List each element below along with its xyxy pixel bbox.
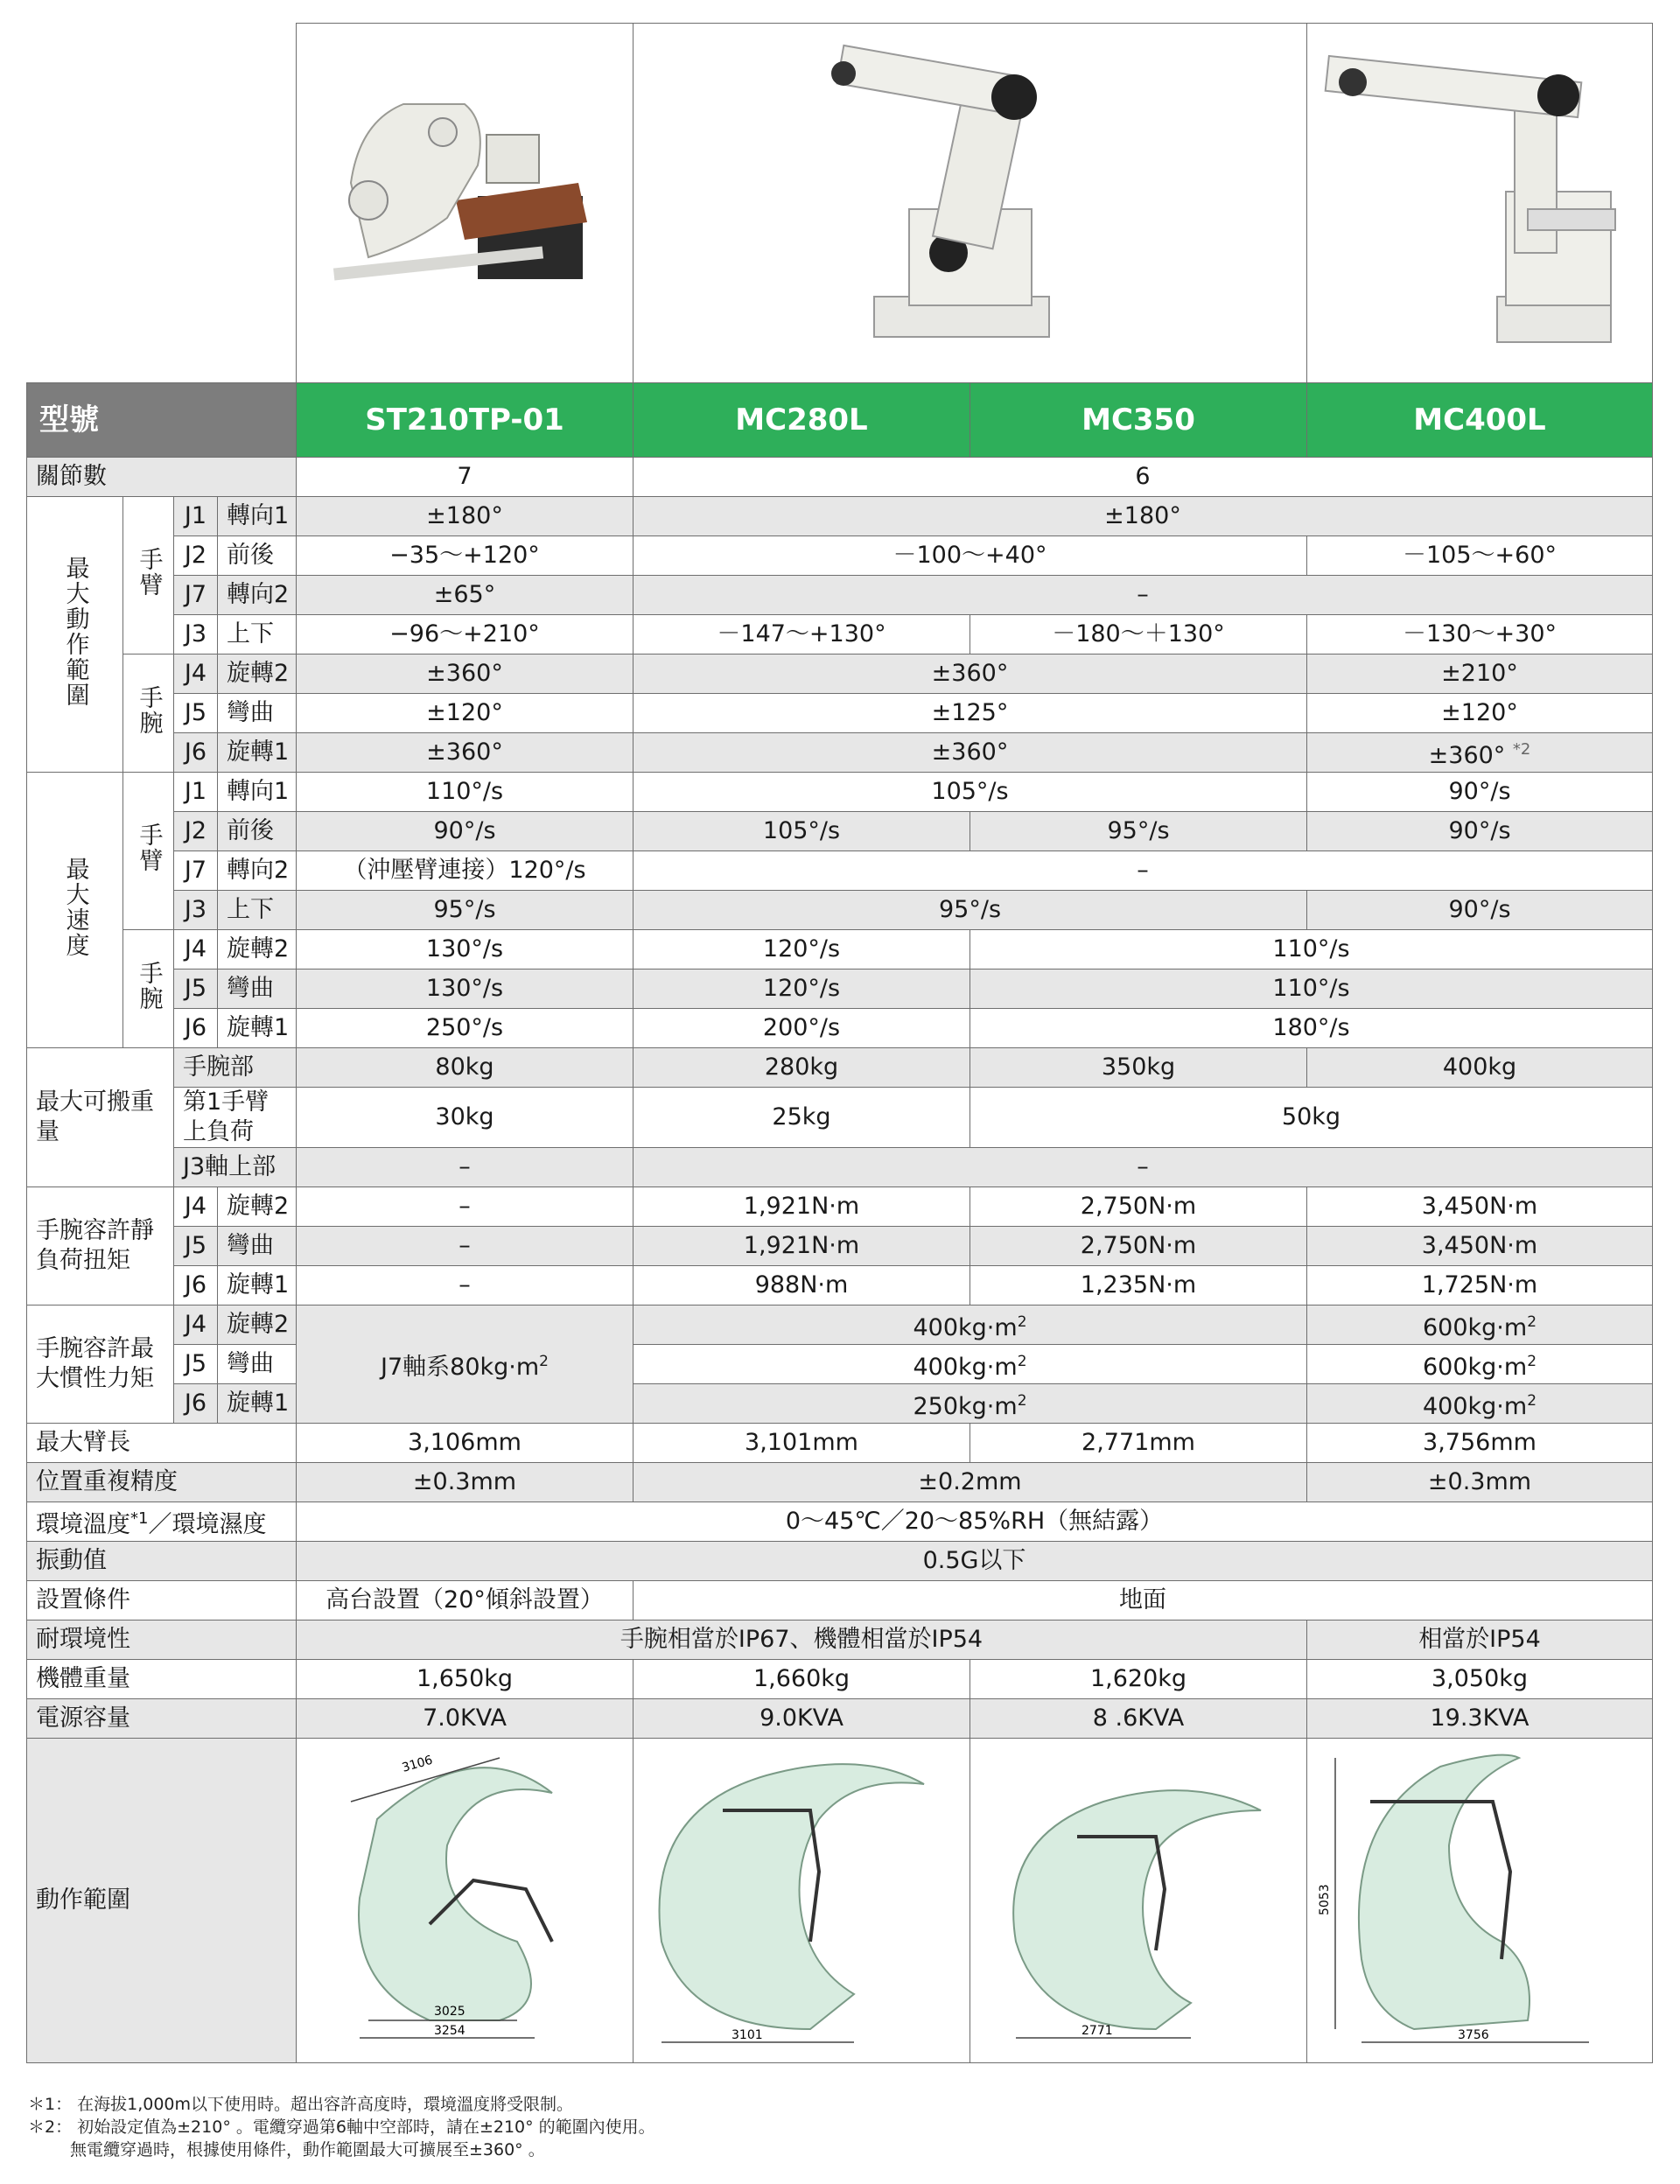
mr-j6-st: ±360°	[297, 733, 634, 773]
axis-j1: J1	[174, 773, 218, 812]
axis-j5: J5	[174, 1227, 218, 1266]
note-ref-1: *1	[130, 1508, 149, 1528]
dim-5053: 5053	[1318, 1883, 1332, 1915]
axis-rot1: 旋轉1	[218, 733, 297, 773]
payload-label: 最大可搬重量	[27, 1048, 174, 1187]
payload-arm1-280: 25kg	[634, 1088, 970, 1148]
model-mc400l: MC400L	[1307, 383, 1653, 458]
axis-rot2: 旋轉2	[218, 654, 297, 694]
mr-j5-st: ±120°	[297, 694, 634, 733]
axis-j4: J4	[174, 1187, 218, 1227]
axis-rot1: 旋轉1	[218, 1266, 297, 1306]
reach-label: 最大臂長	[27, 1424, 297, 1463]
st-j5-st: –	[297, 1227, 634, 1266]
note-ref-2: *2	[1512, 739, 1531, 759]
repeat-400: ±0.3mm	[1307, 1463, 1653, 1502]
axis-j7: J7	[174, 576, 218, 615]
arm-label: 手臂	[123, 497, 174, 654]
power-label: 電源容量	[27, 1699, 297, 1739]
sp-j3-mc: 95°/s	[634, 891, 1307, 930]
power-st: 7.0KVA	[297, 1699, 634, 1739]
payload-arm1-st: 30kg	[297, 1088, 634, 1148]
st-j4-400: 3,450N·m	[1307, 1187, 1653, 1227]
sp-j5-st: 130°/s	[297, 970, 634, 1009]
sp-j3-400: 90°/s	[1307, 891, 1653, 930]
model-st210tp: ST210TP-01	[297, 383, 634, 458]
axis-rot1: 旋轉1	[218, 1384, 297, 1424]
dim-3025: 3025	[434, 2004, 466, 2019]
sp-j5-280: 120°/s	[634, 970, 970, 1009]
payload-wrist-350: 350kg	[970, 1048, 1307, 1088]
sp-j6-st: 250°/s	[297, 1009, 634, 1048]
axis-j5: J5	[174, 694, 218, 733]
axis-turn1: 轉向1	[218, 773, 297, 812]
mr-j4-st: ±360°	[297, 654, 634, 694]
axis-turn2: 轉向2	[218, 851, 297, 891]
sp-j3-st: 95°/s	[297, 891, 634, 930]
robot-mc400l-illustration	[1309, 34, 1650, 367]
joints-label: 關節數	[27, 458, 297, 497]
wrist-label: 手腕	[123, 654, 174, 773]
range-diagram-mc280l	[634, 1739, 970, 2063]
joints-mc: 6	[634, 458, 1653, 497]
install-label: 設置條件	[27, 1581, 297, 1620]
range-diagram-mc400l	[1307, 1739, 1653, 2063]
axis-bend: 彎曲	[218, 1227, 297, 1266]
st-j5-350: 2,750N·m	[970, 1227, 1307, 1266]
model-mc280l: MC280L	[634, 383, 970, 458]
robot-mc280l-illustration	[760, 34, 1180, 367]
repeat-label: 位置重複精度	[27, 1463, 297, 1502]
st-j6-280: 988N·m	[634, 1266, 970, 1306]
inertia-j4-400: $600kg\cdot m^2$	[1307, 1306, 1653, 1345]
max-speed-label: 最大速度	[27, 773, 123, 1048]
env-label: 環境溫度$^{*1}$／環境濕度	[27, 1502, 297, 1542]
sp-j2-400: 90°/s	[1307, 812, 1653, 851]
speed-arm-label: 手臂	[123, 773, 174, 930]
axis-bend: 彎曲	[218, 694, 297, 733]
inertia-st: J7軸系$80kg\cdot m^2$	[297, 1306, 634, 1424]
mr-j2-st: −35～+120°	[297, 536, 634, 576]
payload-arm1-rest: 50kg	[970, 1088, 1653, 1148]
dim-2771: 2771	[1082, 2023, 1113, 2038]
reach-400: 3,756mm	[1307, 1424, 1653, 1463]
weight-280: 1,660kg	[634, 1660, 970, 1699]
model-mc350: MC350	[970, 383, 1307, 458]
mr-j3-280: －147～+130°	[634, 615, 970, 654]
sp-j6-280: 200°/s	[634, 1009, 970, 1048]
st-j5-280: 1,921N·m	[634, 1227, 970, 1266]
mr-j5-400: ±120°	[1307, 694, 1653, 733]
inertia-j6-400: $400kg\cdot m^2$	[1307, 1384, 1653, 1424]
power-280: 9.0KVA	[634, 1699, 970, 1739]
axis-j3: J3	[174, 615, 218, 654]
footnote-1: ＊1： 在海拔1,000m以下使用時。超出容許高度時，環境溫度將受限制。	[28, 2095, 574, 2114]
footnote-2b: 無電纜穿過時，根據使用條件，動作範圍最大可擴展至±360° 。	[70, 2140, 545, 2160]
st-j5-400: 3,450N·m	[1307, 1227, 1653, 1266]
mr-j2-mc: －100～+40°	[634, 536, 1307, 576]
axis-j3: J3	[174, 891, 218, 930]
weight-350: 1,620kg	[970, 1660, 1307, 1699]
mr-j1-st: ±180°	[297, 497, 634, 536]
weight-st: 1,650kg	[297, 1660, 634, 1699]
robot-photo-st210tp	[297, 24, 634, 383]
inertia-j5-mc: $400kg\cdot m^2$	[634, 1345, 1307, 1384]
axis-updown: 上下	[218, 615, 297, 654]
repeat-mc: ±0.2mm	[634, 1463, 1307, 1502]
dim-3106: 3106	[400, 1753, 435, 1775]
payload-j3-st: –	[297, 1148, 634, 1187]
reach-280: 3,101mm	[634, 1424, 970, 1463]
inertia-j4-mc: $400kg\cdot m^2$	[634, 1306, 1307, 1345]
joints-st: 7	[297, 458, 634, 497]
axis-j5: J5	[174, 970, 218, 1009]
axis-j4: J4	[174, 1306, 218, 1345]
payload-j3-mc: –	[634, 1148, 1653, 1187]
axis-j6: J6	[174, 1266, 218, 1306]
sp-j4-280: 120°/s	[634, 930, 970, 970]
mr-j3-350: －180～＋130°	[970, 615, 1307, 654]
resistance-400: 相當於IP54	[1307, 1620, 1653, 1660]
axis-j4: J4	[174, 930, 218, 970]
payload-j3-label: J3軸上部	[174, 1148, 297, 1187]
axis-fwd: 前後	[218, 812, 297, 851]
mr-j7-st: ±65°	[297, 576, 634, 615]
robot-photo-mc280l-mc350	[634, 24, 1307, 383]
mr-j6-mc: ±360°	[634, 733, 1307, 773]
mr-j1-mc: ±180°	[634, 497, 1653, 536]
axis-rot1: 旋轉1	[218, 1009, 297, 1048]
mr-j3-400: －130～+30°	[1307, 615, 1653, 654]
axis-j1: J1	[174, 497, 218, 536]
inertia-j5-400: $600kg\cdot m^2$	[1307, 1345, 1653, 1384]
weight-400: 3,050kg	[1307, 1660, 1653, 1699]
axis-bend: 彎曲	[218, 970, 297, 1009]
axis-j2: J2	[174, 536, 218, 576]
st-j6-st: –	[297, 1266, 634, 1306]
payload-wrist-280: 280kg	[634, 1048, 970, 1088]
weight-label: 機體重量	[27, 1660, 297, 1699]
axis-j7: J7	[174, 851, 218, 891]
axis-rot2: 旋轉2	[218, 930, 297, 970]
axis-j4: J4	[174, 654, 218, 694]
sp-j5-rest: 110°/s	[970, 970, 1653, 1009]
resistance-label: 耐環境性	[27, 1620, 297, 1660]
payload-wrist-label: 手腕部	[174, 1048, 297, 1088]
sp-j2-st: 90°/s	[297, 812, 634, 851]
payload-arm1-label: 第1手臂上負荷	[174, 1088, 297, 1148]
speed-wrist-label: 手腕	[123, 930, 174, 1048]
st-j4-st: –	[297, 1187, 634, 1227]
sp-j7-mc: –	[634, 851, 1653, 891]
robot-st210tp-illustration	[298, 69, 631, 332]
axis-rot2: 旋轉2	[218, 1187, 297, 1227]
axis-j6: J6	[174, 733, 218, 773]
axis-updown: 上下	[218, 891, 297, 930]
mr-j7-mc: –	[634, 576, 1653, 615]
vibration-value: 0.5G以下	[297, 1542, 1653, 1581]
axis-bend: 彎曲	[218, 1345, 297, 1384]
power-350: 8 .6KVA	[970, 1699, 1307, 1739]
install-mc: 地面	[634, 1581, 1653, 1620]
mr-j2-400: －105～+60°	[1307, 536, 1653, 576]
sp-j1-400: 90°/s	[1307, 773, 1653, 812]
inertia-j6-mc: $250kg\cdot m^2$	[634, 1384, 1307, 1424]
sp-j1-st: 110°/s	[297, 773, 634, 812]
range-diagram-st210tp	[297, 1739, 634, 2063]
repeat-st: ±0.3mm	[297, 1463, 634, 1502]
st-j6-350: 1,235N·m	[970, 1266, 1307, 1306]
payload-wrist-st: 80kg	[297, 1048, 634, 1088]
axis-j5: J5	[174, 1345, 218, 1384]
axis-j6: J6	[174, 1384, 218, 1424]
env-value: 0～45℃／20～85%RH（無結露）	[297, 1502, 1653, 1542]
axis-turn2: 轉向2	[218, 576, 297, 615]
axis-rot2: 旋轉2	[218, 1306, 297, 1345]
motion-range-label: 最大動作範圍	[27, 497, 123, 773]
static-torque-label: 手腕容許靜負荷扭矩	[27, 1187, 174, 1306]
range-diagram-mc350	[970, 1739, 1307, 2063]
sp-j2-350: 95°/s	[970, 812, 1307, 851]
range-diagram-label: 動作範圍	[27, 1739, 297, 2063]
dim-3254: 3254	[434, 2023, 466, 2038]
power-400: 19.3KVA	[1307, 1699, 1653, 1739]
axis-j2: J2	[174, 812, 218, 851]
st-j6-400: 1,725N·m	[1307, 1266, 1653, 1306]
mr-j3-st: −96～+210°	[297, 615, 634, 654]
vibration-label: 振動值	[27, 1542, 297, 1581]
footnote-2: ＊2： 初始設定值為±210° 。電纜穿過第6軸中空部時，請在±210° 的範圍內使用。	[28, 2118, 655, 2137]
axis-fwd: 前後	[218, 536, 297, 576]
sp-j7-st: （沖壓臂連接）120°/s	[297, 851, 634, 891]
reach-st: 3,106mm	[297, 1424, 634, 1463]
sp-j1-mc: 105°/s	[634, 773, 1307, 812]
dim-3101: 3101	[732, 2027, 763, 2042]
mr-j5-mc: ±125°	[634, 694, 1307, 733]
reach-350: 2,771mm	[970, 1424, 1307, 1463]
axis-j6: J6	[174, 1009, 218, 1048]
install-st: 高台設置（20°傾斜設置）	[297, 1581, 634, 1620]
sp-j4-st: 130°/s	[297, 930, 634, 970]
st-j4-350: 2,750N·m	[970, 1187, 1307, 1227]
model-header-label: 型號	[27, 383, 297, 458]
axis-turn1: 轉向1	[218, 497, 297, 536]
sp-j6-rest: 180°/s	[970, 1009, 1653, 1048]
st-j4-280: 1,921N·m	[634, 1187, 970, 1227]
payload-wrist-400: 400kg	[1307, 1048, 1653, 1088]
inertia-label: 手腕容許最大慣性力矩	[27, 1306, 174, 1424]
sp-j2-280: 105°/s	[634, 812, 970, 851]
dim-3756: 3756	[1458, 2027, 1489, 2042]
spec-table	[26, 23, 1653, 2063]
footnotes	[28, 2093, 655, 2161]
resistance-main: 手腕相當於IP67、機體相當於IP54	[297, 1620, 1307, 1660]
sp-j4-rest: 110°/s	[970, 930, 1653, 970]
mr-j4-400: ±210°	[1307, 654, 1653, 694]
mr-j4-mc: ±360°	[634, 654, 1307, 694]
robot-photo-mc400l	[1307, 24, 1653, 383]
mr-j6-400: ±360° $^{*2}$	[1307, 733, 1653, 773]
